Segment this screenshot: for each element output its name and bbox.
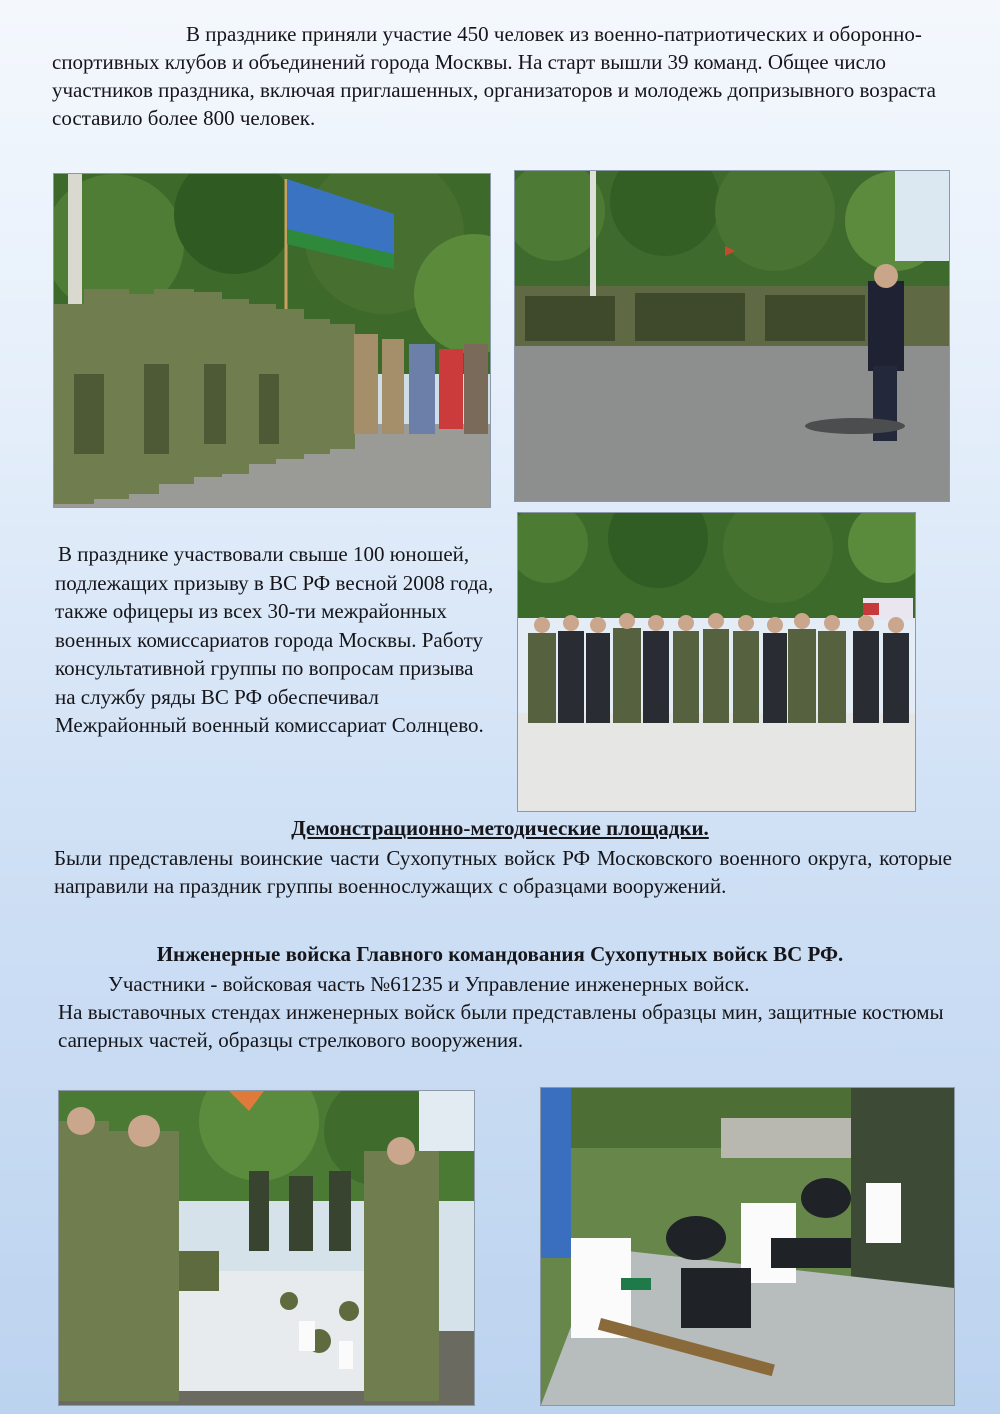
engineers-line-1: Участники - войсковая часть №61235 и Управление инженерных войск. — [108, 972, 750, 996]
demo-heading: Демонстрационно-методические площадки. — [291, 816, 709, 840]
photo-camo-line-with-flag — [53, 173, 491, 508]
intro-paragraph: В празднике приняли участие 450 человек из военно-патриотических и оборонно-спортивных клубов и объединений города Москвы. На старт вышли 39 команд. Общее число участников праздника, включая приглашенных, организаторов и молодежь допризывного возраста составило более 800 человек. — [52, 22, 936, 130]
conscripts-paragraph: В празднике участвовали свыше 100 юношей, подлежащих призыву в ВС РФ весной 2008 года, также офицеры из всех 30-ти межрайонных военных комиссариатов города Москвы. Работу консультативной группы по вопросам призыва на службу ряды ВС РФ обеспечивал Межрайонный военный комиссариат Солнцево. — [55, 542, 494, 737]
photo-soldiers-at-mine-table — [58, 1090, 475, 1406]
photo-officers-row — [517, 512, 916, 812]
engineers-heading: Инженерные войска Главного командования Сухопутных войск ВС РФ. — [156, 942, 844, 966]
photo-square-speaker — [514, 170, 950, 502]
photo-detector-equipment — [540, 1087, 955, 1406]
engineers-paragraph — [58, 970, 958, 1054]
engineers-line-2: На выставочных стендах инженерных войск были представлены образцы мин, защитные костюмы саперных частей, образцы стрелкового вооружения. — [58, 1000, 944, 1052]
demo-paragraph: Были представлены воинские части Сухопутных войск РФ Московского военного округа, которые направили на праздник группы военнослужащих с образцами вооружений. — [54, 846, 952, 898]
